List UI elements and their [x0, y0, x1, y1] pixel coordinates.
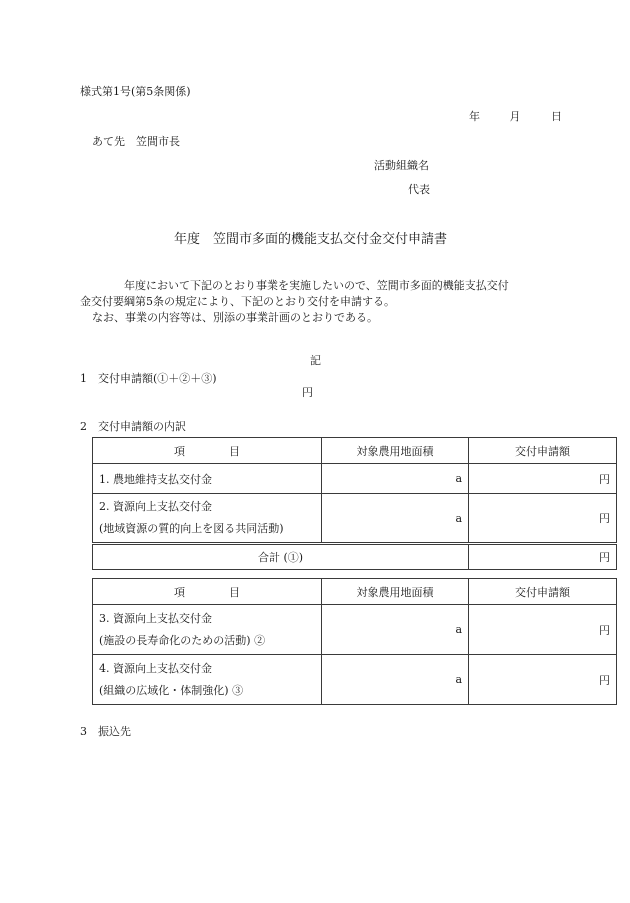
breakdown-table-2	[92, 578, 617, 705]
header-amount: 交付申請額	[469, 579, 617, 605]
date-year-label: 年	[469, 110, 480, 123]
table-row	[93, 655, 617, 705]
table-header-row	[93, 438, 617, 464]
total-row	[93, 544, 617, 570]
addressee: あて先 笠間市長	[92, 135, 180, 148]
row-area-unit: a	[322, 464, 469, 494]
row-item: 4. 資源向上支払交付金 (組織の広域化・体制強化) ③	[93, 655, 322, 705]
header-amount: 交付申請額	[469, 438, 617, 464]
body-line-2: 金交付要綱第5条の規定により、下記のとおり交付を申請する。	[80, 295, 395, 308]
section-2-label: 2 交付申請額の内訳	[80, 420, 186, 433]
body-line-3: なお、事業の内容等は、別添の事業計画のとおりである。	[92, 311, 378, 324]
row-area-unit: a	[322, 605, 469, 655]
section-1-unit: 円	[302, 386, 313, 399]
date-day-label: 日	[551, 110, 562, 123]
table-header-row	[93, 579, 617, 605]
date-line	[469, 110, 562, 124]
section-3-label: 3 振込先	[80, 725, 131, 738]
row-amount-unit: 円	[469, 655, 617, 705]
section-1-label: 1 交付申請額(①＋②＋③)	[80, 372, 217, 385]
representative-label: 代表	[408, 183, 430, 196]
table-row	[93, 605, 617, 655]
date-month-label: 月	[509, 110, 521, 123]
header-item: 項 目	[93, 438, 322, 464]
org-name-label: 活動組織名	[374, 159, 429, 172]
header-area: 対象農用地面積	[322, 579, 469, 605]
row-area-unit: a	[322, 655, 469, 705]
row-item: 2. 資源向上支払交付金 (地域資源の質的向上を図る共同活動)	[93, 494, 322, 544]
row-area-unit: a	[322, 494, 469, 544]
row-amount-unit: 円	[469, 494, 617, 544]
header-area: 対象農用地面積	[322, 438, 469, 464]
body-line-1: 年度において下記のとおり事業を実施したいので、笠間市多面的機能支払交付	[124, 279, 509, 292]
table-row	[93, 494, 617, 544]
document-title: 年度 笠間市多面的機能支払交付金交付申請書	[174, 232, 448, 247]
form-number: 様式第1号(第5条関係)	[80, 85, 191, 98]
table-row	[93, 464, 617, 494]
row-item: 3. 資源向上支払交付金 (施設の長寿命化のための活動) ②	[93, 605, 322, 655]
total-amount-unit: 円	[469, 544, 617, 570]
row-amount-unit: 円	[469, 464, 617, 494]
row-item: 1. 農地維持支払交付金	[93, 464, 322, 494]
row-amount-unit: 円	[469, 605, 617, 655]
ki-heading: 記	[310, 354, 321, 367]
total-label: 合計 (①)	[93, 544, 469, 570]
header-item: 項 目	[93, 579, 322, 605]
breakdown-table-1	[92, 437, 617, 570]
